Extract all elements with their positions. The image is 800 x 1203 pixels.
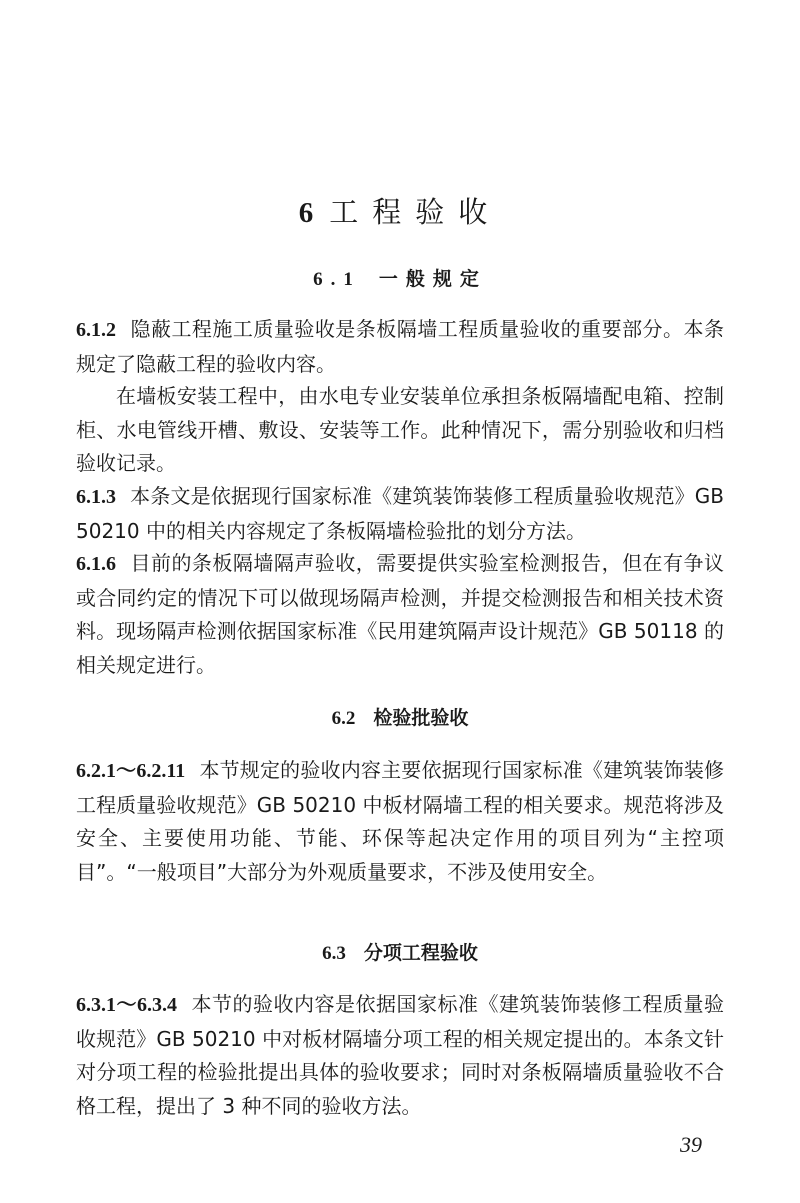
- section-title-6-3: [0, 938, 800, 965]
- paragraph-6-1-6: [76, 547, 724, 682]
- clause-number: 6.2.1～6.2.11: [76, 760, 186, 782]
- paragraph-6-2-1-to-6-2-11: [76, 754, 724, 889]
- section-title-6-2: [0, 703, 800, 730]
- paragraph-6-1-2-continued: [76, 380, 724, 481]
- clause-number: 6.3.1～6.3.4: [76, 994, 177, 1016]
- section-number: 6.2: [331, 708, 356, 729]
- page-number: 39: [680, 1132, 702, 1157]
- paragraph-text: 目前的条板隔墙隔声验收，需要提供实验室检测报告，但在有争议或合同约定的情况下可以做现场隔声检测，并提交检测报告和相关技术资料。现场隔声检测依据国家标准《民用建筑隔声设计规范》GB 50118 的相关规定进行。: [76, 551, 724, 677]
- chapter-title-text: 工程验收: [329, 195, 502, 229]
- section-title-6-1: [0, 264, 800, 291]
- paragraph-6-1-3: [76, 480, 724, 548]
- paragraph-6-3-1-to-6-3-4: [76, 988, 724, 1123]
- clause-number: 6.1.2: [76, 319, 116, 341]
- paragraph-6-1-2: [76, 313, 724, 381]
- clause-number: 6.1.3: [76, 486, 116, 508]
- chapter-title: [0, 190, 800, 231]
- section-title-text: 检验批验收: [373, 707, 469, 729]
- chapter-number: 6: [298, 197, 314, 229]
- section-title-text: 分项工程验收: [363, 942, 478, 964]
- paragraph-text: 本节的验收内容是依据国家标准《建筑装饰装修工程质量验收规范》GB 50210 中对板材隔墙分项工程的相关规定提出的。本条文针对分项工程的检验批提出具体的验收要求；同时对条板隔墙质量验收不合格工程，提出了 3 种不同的验收方法。: [76, 992, 724, 1118]
- paragraph-text: 隐蔽工程施工质量验收是条板隔墙工程质量验收的重要部分。本条规定了隐蔽工程的验收内容。: [76, 317, 724, 376]
- section-title-text: 一般规定: [378, 268, 487, 290]
- paragraph-text: 本条文是依据现行国家标准《建筑装饰装修工程质量验收规范》GB 50210 中的相关内容规定了条板隔墙检验批的划分方法。: [76, 484, 724, 543]
- section-number: 6.3: [322, 943, 346, 964]
- paragraph-text: 本节规定的验收内容主要依据现行国家标准《建筑装饰装修工程质量验收规范》GB 50210 中板材隔墙工程的相关要求。规范将涉及安全、主要使用功能、节能、环保等起决定作用的项目列为“主控项目”。“一般项目”大部分为外观质量要求，不涉及使用安全。: [76, 758, 724, 884]
- paragraph-text: 在墙板安装工程中，由水电专业安装单位承担条板隔墙配电箱、控制柜、水电管线开槽、敷设、安装等工作。此种情况下，需分别验收和归档验收记录。: [76, 384, 724, 475]
- clause-number: 6.1.6: [76, 553, 116, 575]
- section-number: 6.1: [313, 269, 361, 290]
